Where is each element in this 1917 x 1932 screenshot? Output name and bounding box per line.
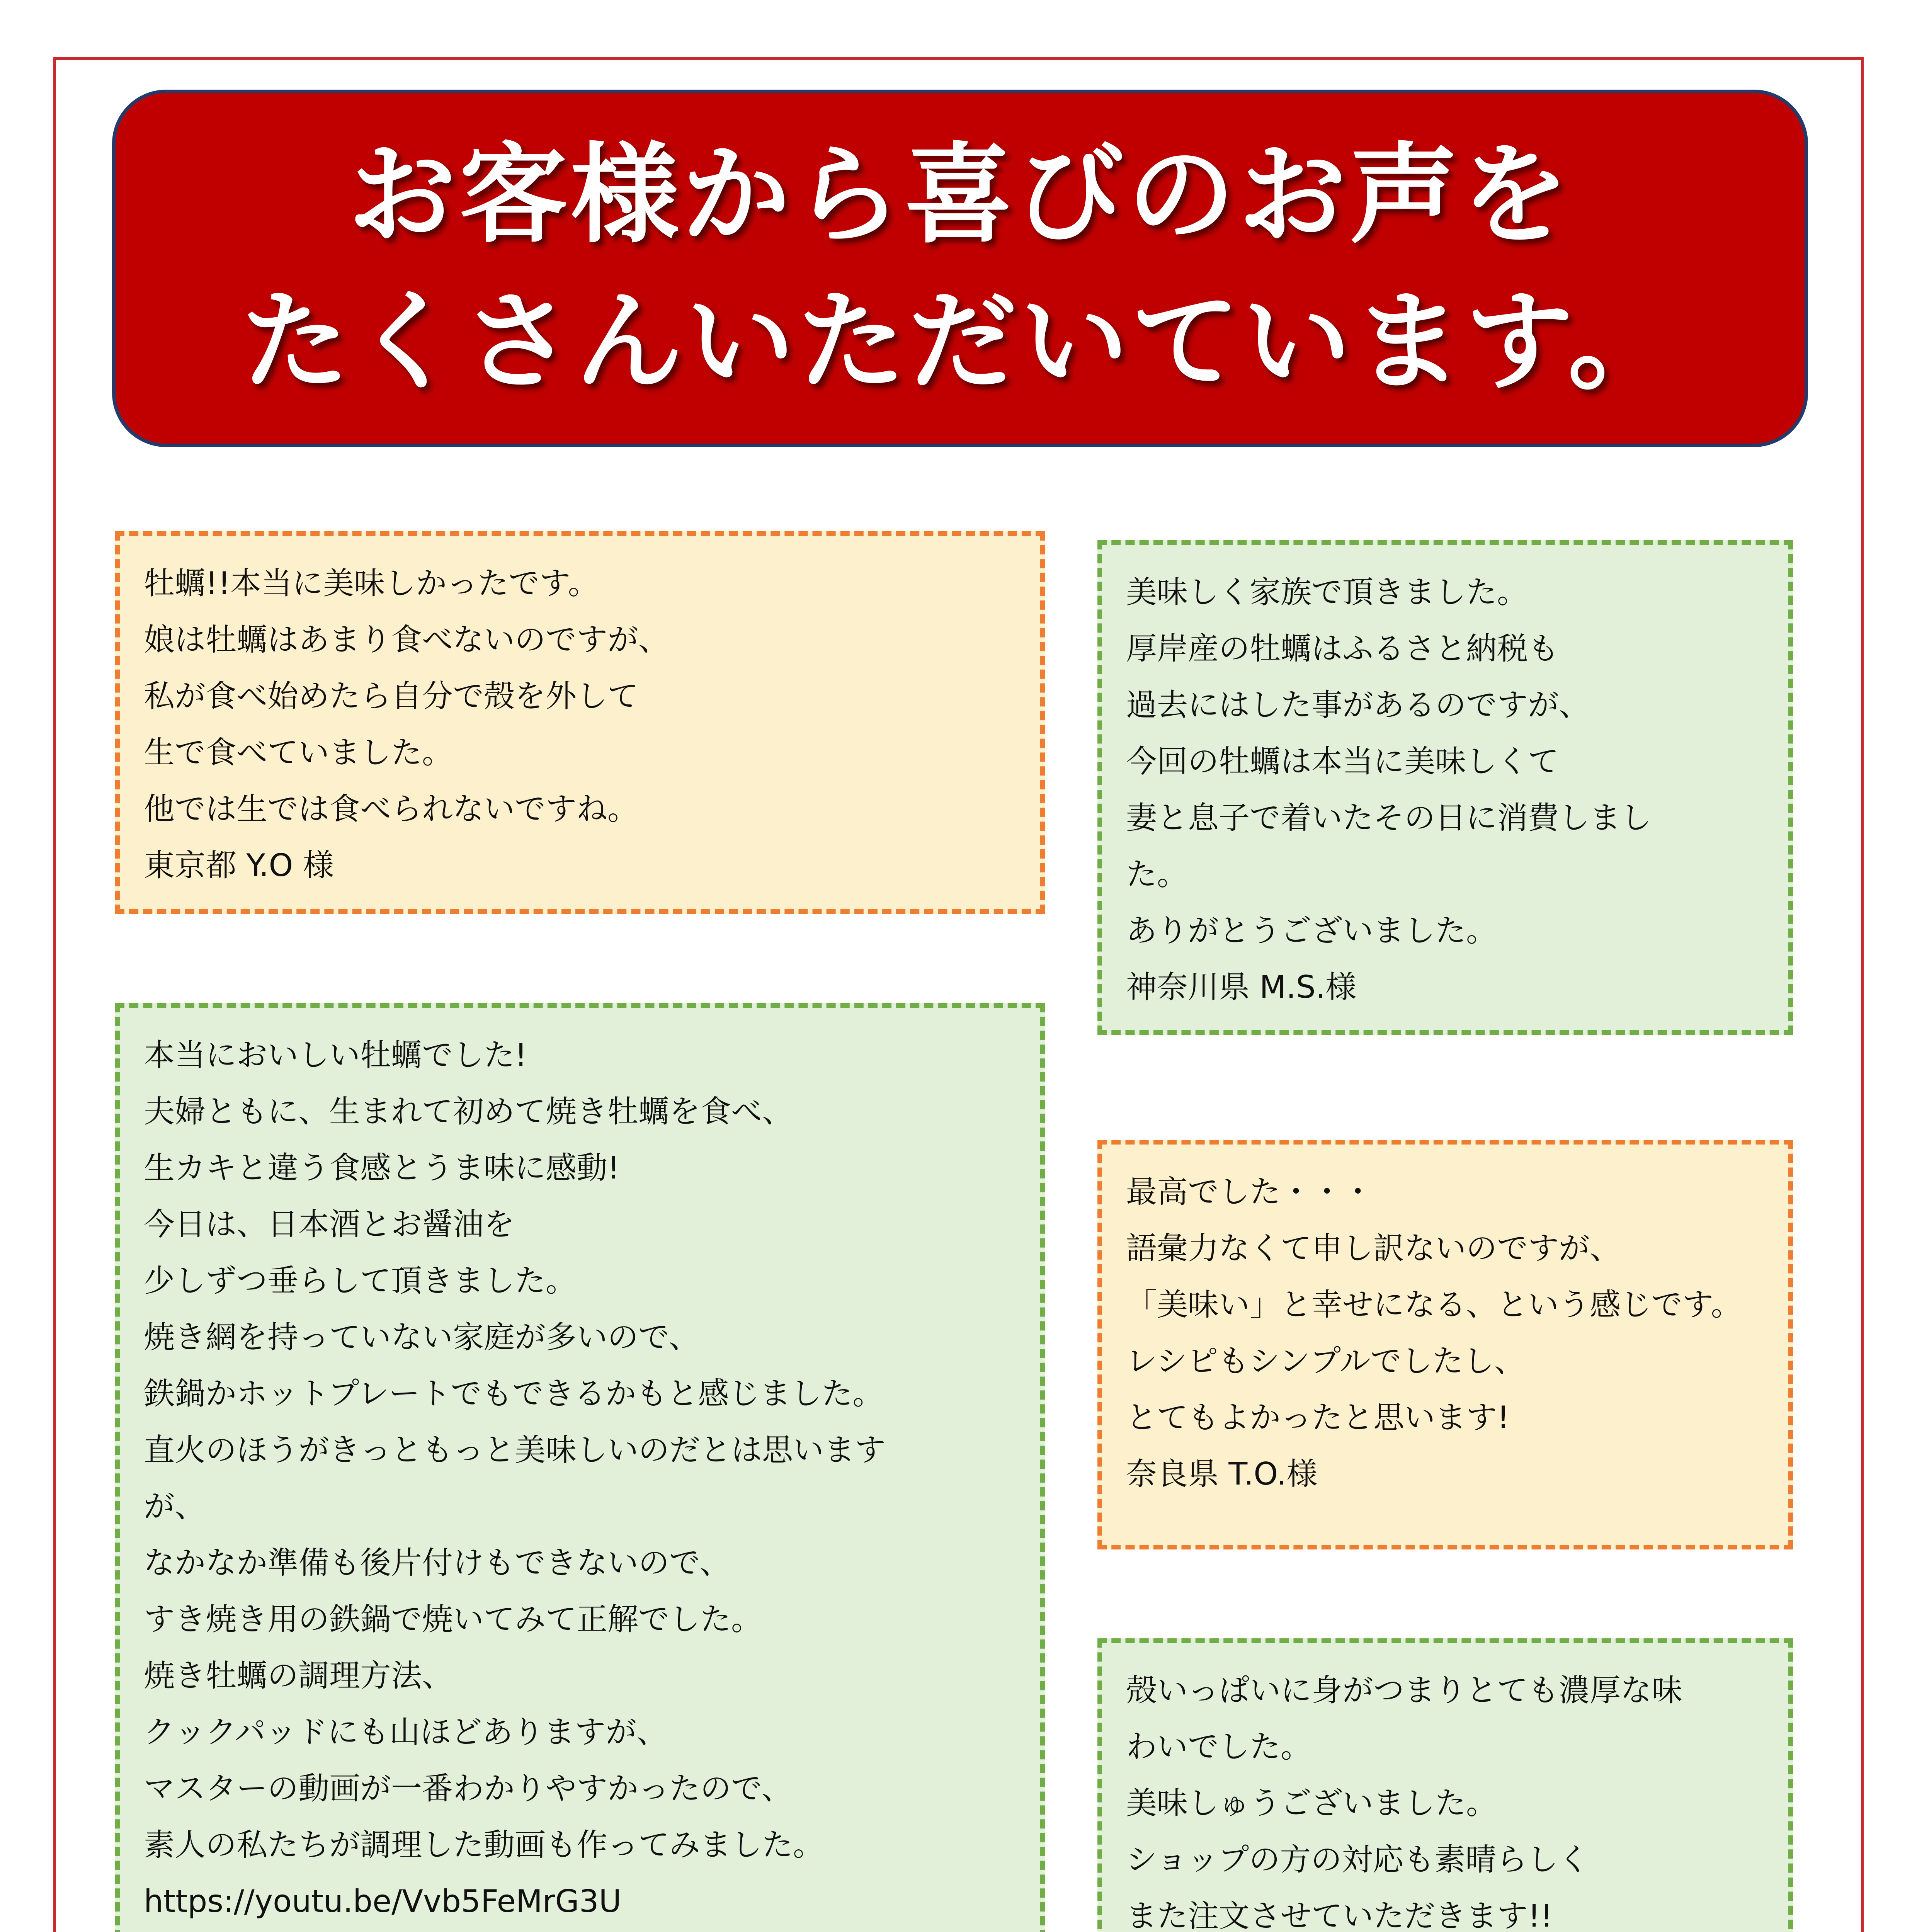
review-line: ありがとうございました。 [1126, 913, 1497, 949]
review-line: 牡蠣!!本当に美味しかったです。 [144, 565, 599, 601]
review-line: 厚岸産の牡蠣はふるさと納税も [1126, 631, 1559, 667]
review-url: https://youtu.be/Vvb5FeMrG3U [144, 1883, 622, 1919]
header-title-line-1: お客様から喜びのお声を [348, 132, 1572, 258]
header-title-line-2: たくさんいただいています。 [241, 279, 1679, 405]
review-line: 今回の牡蠣は本当に美味しくて [1126, 743, 1559, 779]
review-line: 「美味い」と幸せになる、という感じです。 [1126, 1287, 1742, 1323]
review-line: ショップの方の対応も素晴らしく [1126, 1842, 1589, 1878]
review-line: 殻いっぱいに身がつまりとても濃厚な味 [1126, 1672, 1682, 1708]
review-line: 焼き網を持っていない家庭が多いので、 [144, 1319, 700, 1355]
reviewer-signature: 奈良県 T.O.様 [1126, 1456, 1318, 1492]
review-line: すき焼き用の鉄鍋で焼いてみて正解でした。 [144, 1601, 762, 1637]
review-line: 素人の私たちが調理した動画も作ってみました。 [144, 1827, 824, 1863]
review-card-1 [115, 531, 1045, 914]
review-line: また注文させていただきます!! [1126, 1898, 1553, 1932]
review-line: が、 [144, 1488, 206, 1524]
review-line: 私が食べ始めたら自分で殻を外して [144, 678, 638, 714]
header-banner [112, 90, 1808, 447]
review-line: なかなか準備も後片付けもできないので、 [144, 1545, 731, 1581]
review-line: とてもよかったと思います! [1126, 1400, 1510, 1435]
review-line: マスターの動画が一番わかりやすかったので、 [144, 1770, 793, 1806]
review-line: 鉄鍋かホットプレートでもできるかもと感じました。 [144, 1376, 884, 1412]
reviewer-signature: 神奈川県 M.S.様 [1126, 969, 1357, 1005]
review-line: 美味しゅうございました。 [1126, 1785, 1497, 1821]
review-line: 焼き牡蠣の調理方法、 [144, 1658, 453, 1694]
review-line: 妻と息子で着いたその日に消費しまし [1126, 800, 1652, 836]
review-card-3 [115, 1003, 1045, 1932]
review-line: レシピもシンプルでしたし、 [1126, 1343, 1525, 1379]
review-card-4 [1097, 1140, 1793, 1549]
review-line: 少しずつ垂らして頂きました。 [144, 1263, 577, 1299]
review-line: クックパッドにも山ほどありますが、 [144, 1714, 668, 1750]
reviewer-signature: 東京都 Y.O 様 [144, 847, 334, 883]
review-line: 夫婦ともに、生まれて初めて焼き牡蠣を食べ、 [144, 1094, 793, 1129]
review-line: 生で食べていました。 [144, 735, 453, 770]
review-line: 今日は、日本酒とお醤油を [144, 1206, 515, 1242]
review-line: 娘は牡蠣はあまり食べないのですが、 [144, 622, 669, 658]
review-line: 本当においしい牡蠣でした! [144, 1037, 527, 1073]
review-line: 最高でした・・・ [1126, 1174, 1373, 1210]
review-line: わいでした。 [1126, 1729, 1311, 1765]
review-line: 直火のほうがきっともっと美味しいのだとは思います [144, 1432, 886, 1468]
review-line: 生カキと違う食感とうま味に感動! [144, 1150, 620, 1186]
review-line: た。 [1126, 856, 1188, 892]
review-line: 語彙力なくて申し訳ないのですが、 [1126, 1230, 1621, 1266]
review-line: 美味しく家族で頂きました。 [1126, 574, 1528, 610]
review-line: 他では生では食べられないですね。 [144, 791, 638, 827]
review-card-2 [1097, 540, 1793, 1035]
review-card-5 [1097, 1638, 1793, 1932]
review-line: 過去にはした事があるのですが、 [1126, 687, 1590, 723]
